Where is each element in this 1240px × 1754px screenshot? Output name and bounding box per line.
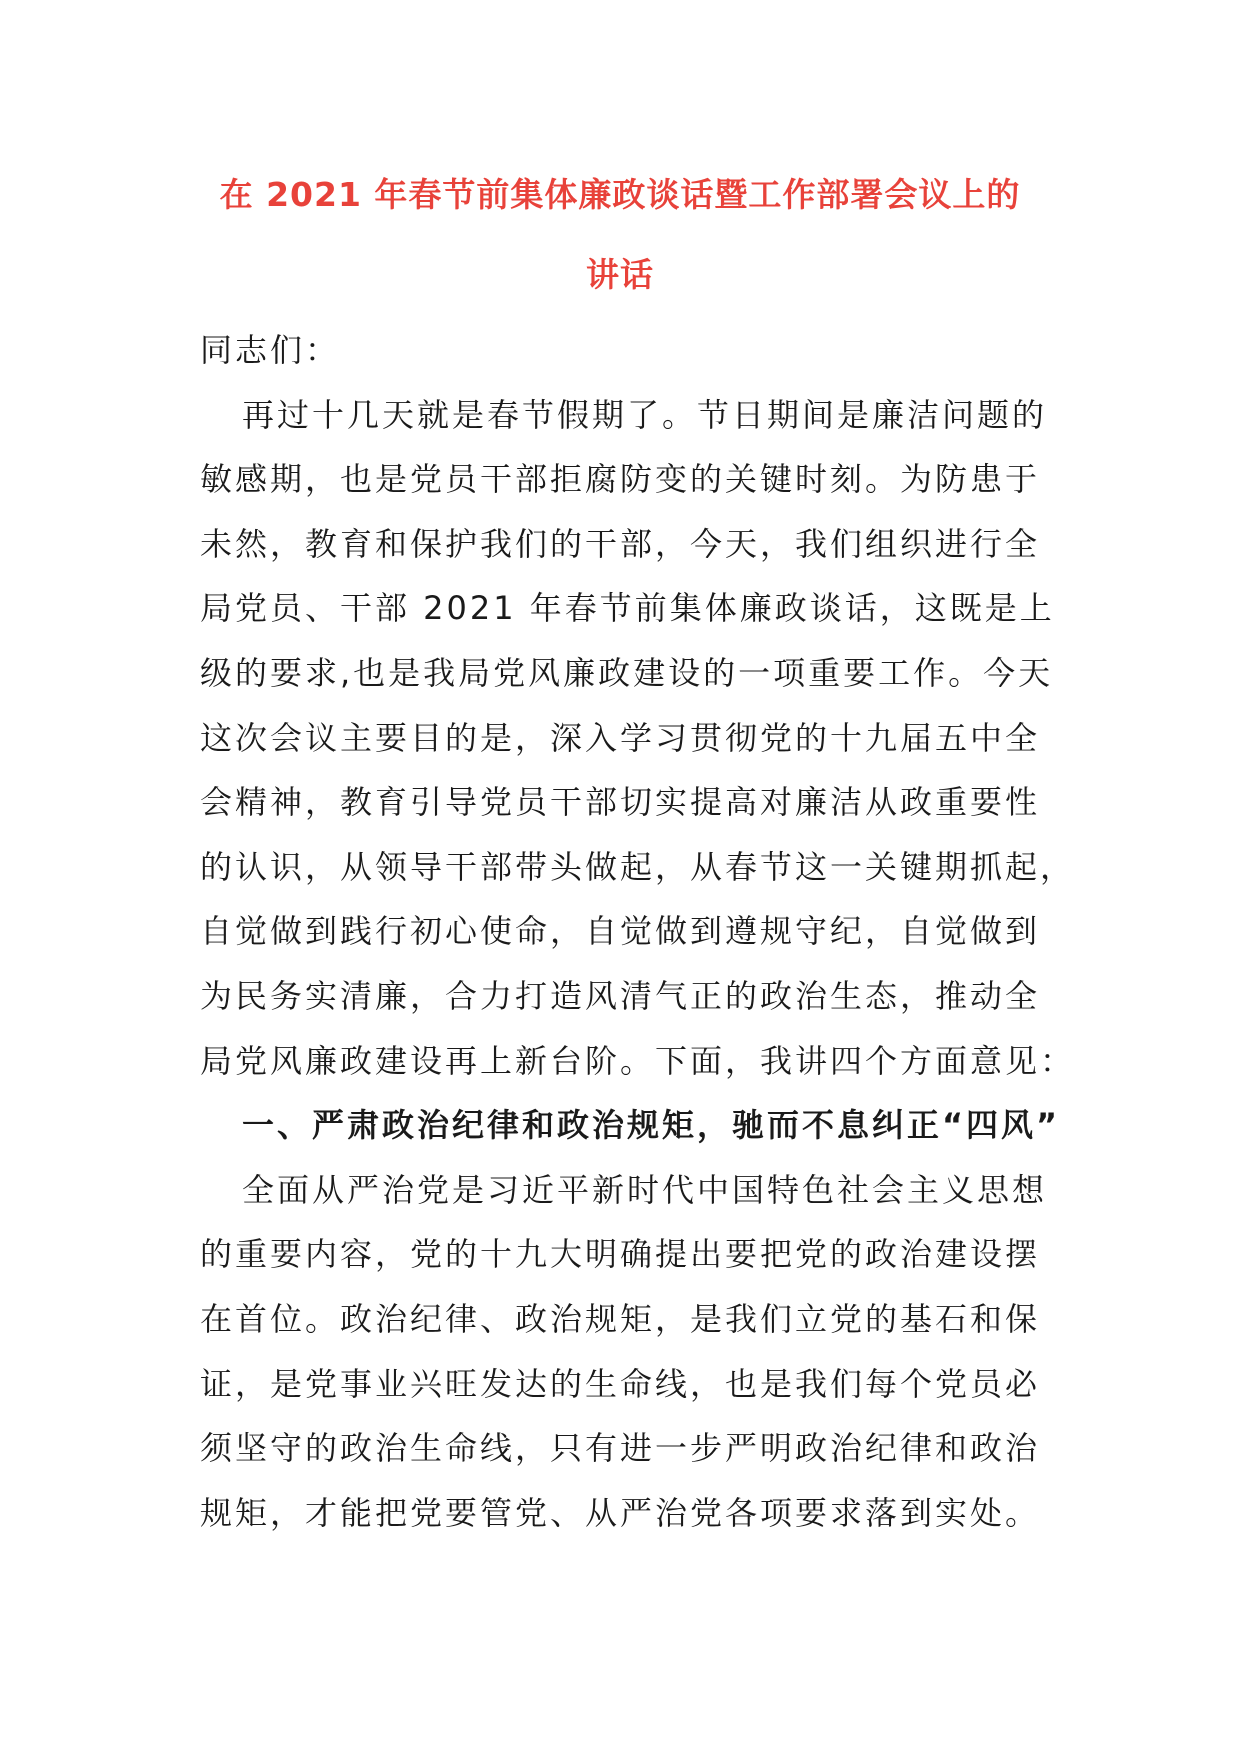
- paragraph-line: 须坚守的政治生命线，只有进一步严明政治纪律和政治: [200, 1429, 1041, 1468]
- document-title-line-1: 在 2021 年春节前集体廉政谈话暨工作部署会议上的: [219, 175, 1021, 214]
- paragraph-line: 规矩，才能把党要管党、从严治党各项要求落到实处。: [200, 1493, 1041, 1532]
- paragraph-line: 会精神，教育引导党员干部切实提高对廉洁从政重要性: [200, 783, 1041, 822]
- salutation: 同志们：: [200, 331, 341, 369]
- paragraph-line: 敏感期，也是党员干部拒腐防变的关键时刻。为防患于: [200, 460, 1041, 499]
- paragraph-line: 再过十几天就是春节假期了。节日期间是廉洁问题的: [242, 395, 1048, 434]
- paragraph-line: 局党风廉政建设再上新台阶。下面，我讲四个方面意见：: [200, 1041, 1076, 1080]
- paragraph-line: 的重要内容，党的十九大明确提出要把党的政治建设摆: [200, 1235, 1041, 1274]
- paragraph-line: 局党员、干部 2021 年春节前集体廉政谈话，这既是上: [200, 589, 1055, 628]
- paragraph-line: 在首位。政治纪律、政治规矩，是我们立党的基石和保: [200, 1299, 1041, 1338]
- document-title-line-2: 讲话: [586, 255, 654, 294]
- paragraph-line: 全面从严治党是习近平新时代中国特色社会主义思想: [242, 1170, 1048, 1209]
- paragraph-line: 这次会议主要目的是，深入学习贯彻党的十九届五中全: [200, 718, 1041, 757]
- paragraph-line: 未然，教育和保护我们的干部，今天，我们组织进行全: [200, 524, 1041, 563]
- paragraph-line: 为民务实清廉，合力打造风清气正的政治生态，推动全: [200, 976, 1041, 1015]
- paragraph-line: 级的要求,也是我局党风廉政建设的一项重要工作。今天: [200, 653, 1054, 692]
- paragraph-line: 的认识，从领导干部带头做起，从春节这一关键期抓起，: [200, 847, 1076, 886]
- section-heading: 一、严肃政治纪律和政治规矩，驰而不息纠正“四风”: [242, 1106, 1061, 1145]
- paragraph-line: 自觉做到践行初心使命，自觉做到遵规守纪，自觉做到: [200, 912, 1041, 951]
- paragraph-line: 证，是党事业兴旺发达的生命线，也是我们每个党员必: [200, 1364, 1041, 1403]
- document-body: [200, 318, 1076, 1545]
